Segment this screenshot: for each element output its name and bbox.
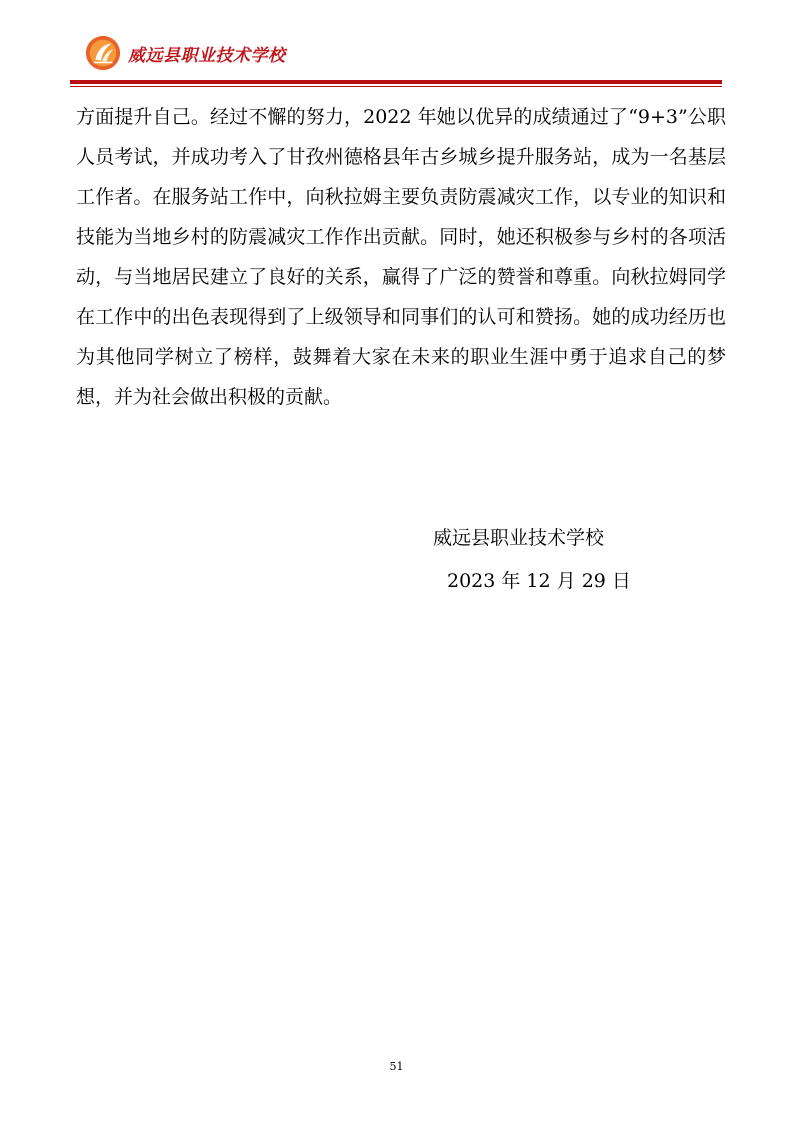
page-header — [84, 34, 286, 72]
page-number: 51 — [389, 1060, 404, 1073]
header-rule-thick — [70, 80, 722, 84]
signature-organization: 威远县职业技术学校 — [433, 527, 605, 549]
header-school-name: 威远县职业技术学校 — [128, 45, 286, 66]
school-logo-icon — [84, 34, 122, 72]
signature-date: 2023 年 12 月 29 日 — [447, 570, 631, 592]
header-rule-thin — [70, 86, 722, 87]
body-paragraph: 方面提升自己。经过不懈的努力，2022 年她以优异的成绩通过了“9+3”公职人员考试，并成功考入了甘孜州德格县年古乡城乡提升服务站，成为一名基层工作者。在服务站工作中，向秋拉姆主要负责防震减灾工作，以专业的知识和技能为当地乡村的防震减灾工作作出贡献。同时，她还积极参与乡村的各项活动，与当地居民建立了良好的关系，赢得了广泛的赞誉和尊重。向秋拉姆同学在工作中的出色表现得到了上级领导和同事们的认可和赞扬。她的成功经历也为其他同学树立了榜样，鼓舞着大家在未来的职业生涯中勇于追求自己的梦想，并为社会做出积极的贡献。 — [76, 106, 726, 408]
signature-block — [433, 517, 631, 603]
